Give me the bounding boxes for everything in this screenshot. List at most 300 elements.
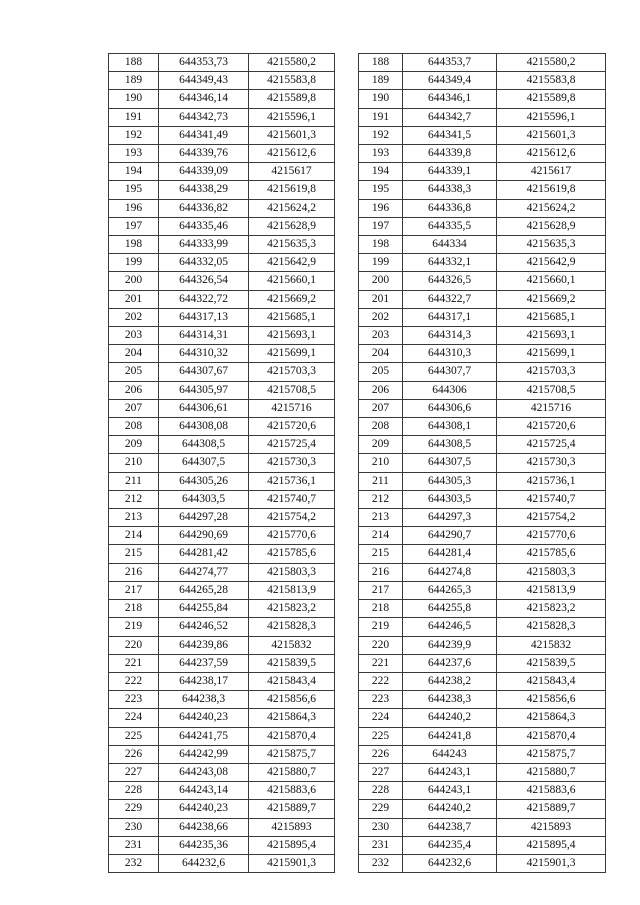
- point-number-cell: 197: [109, 217, 159, 235]
- point-number-cell: 223: [109, 691, 159, 709]
- y-coordinate-cell: 4215693,1: [249, 327, 335, 345]
- y-coordinate-cell: 4215889,7: [249, 800, 335, 818]
- x-coordinate-cell: 644332,1: [403, 254, 497, 272]
- point-number-cell: 197: [359, 217, 403, 235]
- x-coordinate-cell: 644342,73: [159, 108, 249, 126]
- table-row: [359, 818, 606, 836]
- x-coordinate-cell: 644290,69: [159, 527, 249, 545]
- table-row: [109, 490, 335, 508]
- table-row: [359, 691, 606, 709]
- table-row: [359, 636, 606, 654]
- x-coordinate-cell: 644243: [403, 745, 497, 763]
- x-coordinate-cell: 644308,08: [159, 418, 249, 436]
- y-coordinate-cell: 4215880,7: [249, 763, 335, 781]
- table-row: [359, 836, 606, 854]
- table-row: [359, 654, 606, 672]
- y-coordinate-cell: 4215730,3: [497, 454, 606, 472]
- point-number-cell: 202: [109, 308, 159, 326]
- table-row: [109, 363, 335, 381]
- point-number-cell: 229: [109, 800, 159, 818]
- x-coordinate-cell: 644297,3: [403, 509, 497, 527]
- point-number-cell: 202: [359, 308, 403, 326]
- point-number-cell: 220: [109, 636, 159, 654]
- point-number-cell: 221: [109, 654, 159, 672]
- table-row: [359, 854, 606, 872]
- table-row: [109, 509, 335, 527]
- table-row: [109, 72, 335, 90]
- table-row: [109, 217, 335, 235]
- x-coordinate-cell: 644332,05: [159, 254, 249, 272]
- y-coordinate-cell: 4215813,9: [249, 581, 335, 599]
- y-coordinate-cell: 4215843,4: [497, 672, 606, 690]
- table-row: [359, 727, 606, 745]
- table-row: [359, 618, 606, 636]
- point-number-cell: 191: [359, 108, 403, 126]
- table-row: [359, 600, 606, 618]
- table-row: [359, 436, 606, 454]
- x-coordinate-cell: 644241,8: [403, 727, 497, 745]
- point-number-cell: 225: [109, 727, 159, 745]
- x-coordinate-cell: 644297,28: [159, 509, 249, 527]
- point-number-cell: 201: [359, 290, 403, 308]
- point-number-cell: 223: [359, 691, 403, 709]
- point-number-cell: 206: [109, 381, 159, 399]
- x-coordinate-cell: 644353,7: [403, 54, 497, 72]
- point-number-cell: 226: [109, 745, 159, 763]
- point-number-cell: 199: [359, 254, 403, 272]
- x-coordinate-cell: 644232,6: [403, 854, 497, 872]
- table-row: [359, 126, 606, 144]
- y-coordinate-cell: 4215883,6: [249, 782, 335, 800]
- table-row: [359, 545, 606, 563]
- table-row: [359, 563, 606, 581]
- point-number-cell: 210: [359, 454, 403, 472]
- y-coordinate-cell: 4215754,2: [249, 509, 335, 527]
- x-coordinate-cell: 644238,2: [403, 672, 497, 690]
- y-coordinate-cell: 4215580,2: [497, 54, 606, 72]
- table-row: [359, 490, 606, 508]
- x-coordinate-cell: 644349,43: [159, 72, 249, 90]
- point-number-cell: 209: [109, 436, 159, 454]
- x-coordinate-cell: 644308,5: [159, 436, 249, 454]
- y-coordinate-cell: 4215893: [497, 818, 606, 836]
- x-coordinate-cell: 644241,75: [159, 727, 249, 745]
- table-row: [109, 381, 335, 399]
- y-coordinate-cell: 4215635,3: [497, 236, 606, 254]
- table-row: [359, 199, 606, 217]
- point-number-cell: 193: [359, 145, 403, 163]
- table-row: [359, 418, 606, 436]
- table-row: [109, 836, 335, 854]
- y-coordinate-cell: 4215740,7: [497, 490, 606, 508]
- point-number-cell: 196: [109, 199, 159, 217]
- y-coordinate-cell: 4215730,3: [249, 454, 335, 472]
- y-coordinate-cell: 4215601,3: [497, 126, 606, 144]
- table-row: [359, 581, 606, 599]
- x-coordinate-cell: 644342,7: [403, 108, 497, 126]
- table-row: [359, 308, 606, 326]
- y-coordinate-cell: 4215740,7: [249, 490, 335, 508]
- table-row: [109, 108, 335, 126]
- x-coordinate-cell: 644238,3: [403, 691, 497, 709]
- x-coordinate-cell: 644240,23: [159, 709, 249, 727]
- x-coordinate-cell: 644238,66: [159, 818, 249, 836]
- point-number-cell: 210: [109, 454, 159, 472]
- y-coordinate-cell: 4215901,3: [497, 854, 606, 872]
- table-row: [359, 108, 606, 126]
- y-coordinate-cell: 4215770,6: [497, 527, 606, 545]
- point-number-cell: 227: [109, 763, 159, 781]
- point-number-cell: 228: [359, 782, 403, 800]
- x-coordinate-cell: 644314,31: [159, 327, 249, 345]
- point-number-cell: 208: [109, 418, 159, 436]
- table-row: [109, 691, 335, 709]
- point-number-cell: 221: [359, 654, 403, 672]
- x-coordinate-cell: 644242,99: [159, 745, 249, 763]
- y-coordinate-cell: 4215893: [249, 818, 335, 836]
- table-row: [109, 290, 335, 308]
- y-coordinate-cell: 4215669,2: [497, 290, 606, 308]
- y-coordinate-cell: 4215864,3: [249, 709, 335, 727]
- y-coordinate-cell: 4215612,6: [249, 145, 335, 163]
- table-row: [109, 436, 335, 454]
- x-coordinate-cell: 644255,8: [403, 600, 497, 618]
- point-number-cell: 230: [109, 818, 159, 836]
- y-coordinate-cell: 4215856,6: [249, 691, 335, 709]
- x-coordinate-cell: 644339,09: [159, 163, 249, 181]
- table-row: [359, 163, 606, 181]
- point-number-cell: 214: [109, 527, 159, 545]
- y-coordinate-cell: 4215785,6: [249, 545, 335, 563]
- table-row: [359, 254, 606, 272]
- x-coordinate-cell: 644243,1: [403, 763, 497, 781]
- table-row: [359, 745, 606, 763]
- point-number-cell: 191: [109, 108, 159, 126]
- table-row: [109, 454, 335, 472]
- point-number-cell: 205: [109, 363, 159, 381]
- x-coordinate-cell: 644239,9: [403, 636, 497, 654]
- x-coordinate-cell: 644335,46: [159, 217, 249, 235]
- y-coordinate-cell: 4215720,6: [249, 418, 335, 436]
- table-row: [359, 90, 606, 108]
- point-number-cell: 199: [109, 254, 159, 272]
- point-number-cell: 195: [109, 181, 159, 199]
- y-coordinate-cell: 4215870,4: [249, 727, 335, 745]
- point-number-cell: 230: [359, 818, 403, 836]
- table-row: [359, 327, 606, 345]
- point-number-cell: 227: [359, 763, 403, 781]
- table-row: [109, 709, 335, 727]
- point-number-cell: 219: [359, 618, 403, 636]
- point-number-cell: 224: [109, 709, 159, 727]
- x-coordinate-cell: 644255,84: [159, 600, 249, 618]
- y-coordinate-cell: 4215716: [497, 399, 606, 417]
- table-row: [359, 472, 606, 490]
- y-coordinate-cell: 4215875,7: [249, 745, 335, 763]
- x-coordinate-cell: 644246,5: [403, 618, 497, 636]
- y-coordinate-cell: 4215889,7: [497, 800, 606, 818]
- x-coordinate-cell: 644235,36: [159, 836, 249, 854]
- x-coordinate-cell: 644305,97: [159, 381, 249, 399]
- table-row: [359, 272, 606, 290]
- y-coordinate-cell: 4215839,5: [497, 654, 606, 672]
- y-coordinate-cell: 4215716: [249, 399, 335, 417]
- x-coordinate-cell: 644232,6: [159, 854, 249, 872]
- point-number-cell: 211: [359, 472, 403, 490]
- table-row: [109, 545, 335, 563]
- point-number-cell: 203: [109, 327, 159, 345]
- x-coordinate-cell: 644303,5: [403, 490, 497, 508]
- point-number-cell: 206: [359, 381, 403, 399]
- y-coordinate-cell: 4215583,8: [249, 72, 335, 90]
- point-number-cell: 216: [109, 563, 159, 581]
- table-row: [109, 472, 335, 490]
- point-number-cell: 215: [359, 545, 403, 563]
- point-number-cell: 204: [359, 345, 403, 363]
- table-row: [109, 399, 335, 417]
- y-coordinate-cell: 4215617: [249, 163, 335, 181]
- y-coordinate-cell: 4215617: [497, 163, 606, 181]
- point-number-cell: 224: [359, 709, 403, 727]
- point-number-cell: 220: [359, 636, 403, 654]
- x-coordinate-cell: 644308,5: [403, 436, 497, 454]
- table-row: [359, 181, 606, 199]
- y-coordinate-cell: 4215736,1: [249, 472, 335, 490]
- point-number-cell: 198: [359, 236, 403, 254]
- table-row: [359, 672, 606, 690]
- point-number-cell: 189: [109, 72, 159, 90]
- y-coordinate-cell: 4215642,9: [249, 254, 335, 272]
- x-coordinate-cell: 644333,99: [159, 236, 249, 254]
- point-number-cell: 194: [109, 163, 159, 181]
- table-row: [109, 636, 335, 654]
- point-number-cell: 190: [109, 90, 159, 108]
- x-coordinate-cell: 644265,28: [159, 581, 249, 599]
- point-number-cell: 218: [109, 600, 159, 618]
- point-number-cell: 231: [109, 836, 159, 854]
- table-row: [109, 308, 335, 326]
- y-coordinate-cell: 4215895,4: [497, 836, 606, 854]
- y-coordinate-cell: 4215770,6: [249, 527, 335, 545]
- x-coordinate-cell: 644339,1: [403, 163, 497, 181]
- y-coordinate-cell: 4215693,1: [497, 327, 606, 345]
- table-row: [359, 509, 606, 527]
- y-coordinate-cell: 4215870,4: [497, 727, 606, 745]
- point-number-cell: 192: [359, 126, 403, 144]
- coordinate-table-right: [358, 53, 606, 873]
- x-coordinate-cell: 644274,77: [159, 563, 249, 581]
- x-coordinate-cell: 644322,72: [159, 290, 249, 308]
- y-coordinate-cell: 4215895,4: [249, 836, 335, 854]
- point-number-cell: 225: [359, 727, 403, 745]
- point-number-cell: 201: [109, 290, 159, 308]
- point-number-cell: 217: [359, 581, 403, 599]
- point-number-cell: 196: [359, 199, 403, 217]
- table-row: [109, 800, 335, 818]
- y-coordinate-cell: 4215828,3: [249, 618, 335, 636]
- x-coordinate-cell: 644306,61: [159, 399, 249, 417]
- y-coordinate-cell: 4215619,8: [249, 181, 335, 199]
- point-number-cell: 229: [359, 800, 403, 818]
- point-number-cell: 203: [359, 327, 403, 345]
- x-coordinate-cell: 644237,6: [403, 654, 497, 672]
- table-row: [109, 418, 335, 436]
- x-coordinate-cell: 644326,54: [159, 272, 249, 290]
- x-coordinate-cell: 644338,29: [159, 181, 249, 199]
- x-coordinate-cell: 644305,26: [159, 472, 249, 490]
- x-coordinate-cell: 644306,6: [403, 399, 497, 417]
- y-coordinate-cell: 4215624,2: [497, 199, 606, 217]
- x-coordinate-cell: 644307,5: [159, 454, 249, 472]
- y-coordinate-cell: 4215596,1: [497, 108, 606, 126]
- x-coordinate-cell: 644290,7: [403, 527, 497, 545]
- x-coordinate-cell: 644334: [403, 236, 497, 254]
- point-number-cell: 219: [109, 618, 159, 636]
- x-coordinate-cell: 644346,1: [403, 90, 497, 108]
- point-number-cell: 193: [109, 145, 159, 163]
- x-coordinate-cell: 644246,52: [159, 618, 249, 636]
- table-row: [359, 236, 606, 254]
- y-coordinate-cell: 4215703,3: [249, 363, 335, 381]
- y-coordinate-cell: 4215669,2: [249, 290, 335, 308]
- x-coordinate-cell: 644317,13: [159, 308, 249, 326]
- y-coordinate-cell: 4215856,6: [497, 691, 606, 709]
- point-number-cell: 213: [109, 509, 159, 527]
- table-row: [109, 181, 335, 199]
- point-number-cell: 200: [359, 272, 403, 290]
- table-row: [109, 126, 335, 144]
- y-coordinate-cell: 4215628,9: [497, 217, 606, 235]
- x-coordinate-cell: 644341,49: [159, 126, 249, 144]
- y-coordinate-cell: 4215685,1: [497, 308, 606, 326]
- table-row: [109, 90, 335, 108]
- y-coordinate-cell: 4215803,3: [249, 563, 335, 581]
- point-number-cell: 211: [109, 472, 159, 490]
- table-row: [109, 745, 335, 763]
- y-coordinate-cell: 4215736,1: [497, 472, 606, 490]
- point-number-cell: 208: [359, 418, 403, 436]
- table-row: [109, 654, 335, 672]
- point-number-cell: 228: [109, 782, 159, 800]
- x-coordinate-cell: 644306: [403, 381, 497, 399]
- y-coordinate-cell: 4215725,4: [497, 436, 606, 454]
- y-coordinate-cell: 4215832: [249, 636, 335, 654]
- table-row: [109, 600, 335, 618]
- y-coordinate-cell: 4215708,5: [249, 381, 335, 399]
- y-coordinate-cell: 4215720,6: [497, 418, 606, 436]
- table-row: [359, 527, 606, 545]
- x-coordinate-cell: 644335,5: [403, 217, 497, 235]
- table-row: [109, 254, 335, 272]
- table-row: [109, 763, 335, 781]
- x-coordinate-cell: 644243,14: [159, 782, 249, 800]
- point-number-cell: 212: [359, 490, 403, 508]
- y-coordinate-cell: 4215832: [497, 636, 606, 654]
- table-row: [359, 72, 606, 90]
- point-number-cell: 200: [109, 272, 159, 290]
- table-row: [359, 782, 606, 800]
- x-coordinate-cell: 644353,73: [159, 54, 249, 72]
- point-number-cell: 222: [109, 672, 159, 690]
- table-row: [359, 363, 606, 381]
- table-row: [109, 345, 335, 363]
- coordinate-table-left: [108, 53, 335, 873]
- y-coordinate-cell: 4215685,1: [249, 308, 335, 326]
- y-coordinate-cell: 4215619,8: [497, 181, 606, 199]
- x-coordinate-cell: 644265,3: [403, 581, 497, 599]
- point-number-cell: 212: [109, 490, 159, 508]
- x-coordinate-cell: 644346,14: [159, 90, 249, 108]
- y-coordinate-cell: 4215596,1: [249, 108, 335, 126]
- x-coordinate-cell: 644243,08: [159, 763, 249, 781]
- y-coordinate-cell: 4215803,3: [497, 563, 606, 581]
- y-coordinate-cell: 4215612,6: [497, 145, 606, 163]
- x-coordinate-cell: 644339,76: [159, 145, 249, 163]
- x-coordinate-cell: 644239,86: [159, 636, 249, 654]
- point-number-cell: 207: [109, 399, 159, 417]
- table-row: [109, 672, 335, 690]
- table-row: [109, 163, 335, 181]
- x-coordinate-cell: 644310,3: [403, 345, 497, 363]
- x-coordinate-cell: 644336,82: [159, 199, 249, 217]
- x-coordinate-cell: 644305,3: [403, 472, 497, 490]
- x-coordinate-cell: 644322,7: [403, 290, 497, 308]
- y-coordinate-cell: 4215628,9: [249, 217, 335, 235]
- table-row: [109, 563, 335, 581]
- point-number-cell: 195: [359, 181, 403, 199]
- point-number-cell: 189: [359, 72, 403, 90]
- y-coordinate-cell: 4215843,4: [249, 672, 335, 690]
- table-row: [359, 800, 606, 818]
- point-number-cell: 216: [359, 563, 403, 581]
- point-number-cell: 192: [109, 126, 159, 144]
- table-row: [359, 217, 606, 235]
- x-coordinate-cell: 644281,4: [403, 545, 497, 563]
- point-number-cell: 205: [359, 363, 403, 381]
- x-coordinate-cell: 644238,17: [159, 672, 249, 690]
- table-row: [109, 618, 335, 636]
- y-coordinate-cell: 4215699,1: [497, 345, 606, 363]
- y-coordinate-cell: 4215635,3: [249, 236, 335, 254]
- table-row: [109, 236, 335, 254]
- y-coordinate-cell: 4215880,7: [497, 763, 606, 781]
- point-number-cell: 204: [109, 345, 159, 363]
- y-coordinate-cell: 4215589,8: [249, 90, 335, 108]
- y-coordinate-cell: 4215864,3: [497, 709, 606, 727]
- coordinate-table-right-body: [359, 54, 606, 873]
- x-coordinate-cell: 644274,8: [403, 563, 497, 581]
- point-number-cell: 232: [359, 854, 403, 872]
- point-number-cell: 188: [359, 54, 403, 72]
- point-number-cell: 218: [359, 600, 403, 618]
- table-row: [109, 327, 335, 345]
- x-coordinate-cell: 644341,5: [403, 126, 497, 144]
- x-coordinate-cell: 644237,59: [159, 654, 249, 672]
- x-coordinate-cell: 644240,2: [403, 709, 497, 727]
- point-number-cell: 232: [109, 854, 159, 872]
- x-coordinate-cell: 644240,2: [403, 800, 497, 818]
- y-coordinate-cell: 4215642,9: [497, 254, 606, 272]
- table-row: [359, 454, 606, 472]
- x-coordinate-cell: 644314,3: [403, 327, 497, 345]
- table-row: [109, 581, 335, 599]
- y-coordinate-cell: 4215580,2: [249, 54, 335, 72]
- y-coordinate-cell: 4215785,6: [497, 545, 606, 563]
- y-coordinate-cell: 4215823,2: [497, 600, 606, 618]
- point-number-cell: 213: [359, 509, 403, 527]
- y-coordinate-cell: 4215699,1: [249, 345, 335, 363]
- y-coordinate-cell: 4215601,3: [249, 126, 335, 144]
